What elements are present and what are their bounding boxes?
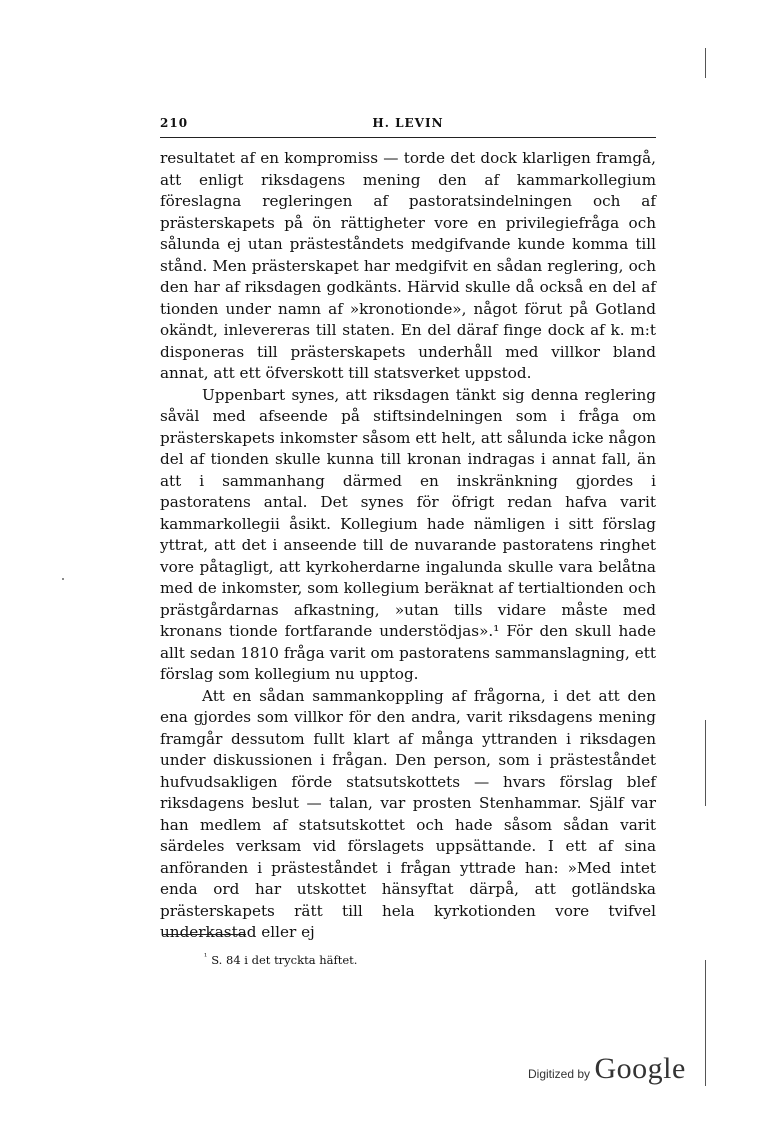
paragraph-1: resultatet af en kompromiss — torde det dock klarligen framgå, att enligt riksdagens mening den af kammarkollegium föreslagna regleringen af pastoratsindelningen och af prästerskapets på ön rättigheter vore en privilegiefråga och sålunda ej utan prästeståndets medgifvande kunde komma till stånd. Men prästerskapet har medgifvit en sådan reglering, och den har af riksdagen godkänts. Härvid skulle då också en del af tionden under namn af »kronotionde», något förut på Gotland okändt, inlevereras till staten. En del däraf finge dock af k. m:t disponeras till prästerskapets underhåll med villkor bland annat, att ett öfverskott till statsverket uppstod. — [160, 149, 656, 382]
footnote-rule — [162, 934, 246, 935]
footnote-text: S. 84 i det tryckta häftet. — [211, 952, 358, 967]
scan-speck — [62, 578, 64, 580]
footnote — [204, 950, 357, 967]
paragraph-2: Uppenbart synes, att riksdagen tänkt sig denna reglering såväl med afseende på stiftsindelningen som i fråga om prästerskapets inkomster såsom ett helt, att sålunda icke någon del af tionden skulle kunna till kronan indragas i annat fall, än att i sammanhang därmed en inskränkning gjordes i pastoratens antal. Det synes för öfrigt redan hafva varit kammarkollegii åsikt. Kollegium hade nämligen i sitt förslag yttrat, att det i anseende till de nuvarande pastoratens ringhet vore påtagligt, att kyrkoherdarne ingalunda skulle vara belåtna med de inkomster, som kollegium beräknat af tertialtionden och prästgårdarnas afkastning, »utan tills vidare måste med kronans tionde fortfarande understödjas».¹ För den skull hade allt sedan 1810 fråga varit om pastoratens sammanslagning, ett förslag som kollegium nu upptog. — [160, 385, 656, 683]
paragraph-3: Att en sådan sammankoppling af frågorna, i det att den ena gjordes som villkor för den andra, varit riksdagens mening framgår dessutom fullt klart af många yttranden i riksdagen under diskussionen i frågan. Den person, som i prästeståndet hufvudsakligen förde statsutskottets — hvars förslag blef riksdagens beslut — talan, var prosten Stenhammar. Själf var han medlem af statsutskottet och hade såsom sådan varit särdeles verksam vid förslagets uppsättande. I ett af sina anföranden i prästeståndet i frågan yttrade han: »Med intet enda ord har utskottet hänsyftat därpå, att gotländska prästerskapets rätt till hela kyrkotionden vore tvifvel underkastad eller ej — [160, 686, 656, 941]
scan-edge-line — [705, 720, 706, 806]
body-text — [160, 148, 656, 944]
digitized-watermark — [528, 1052, 686, 1086]
page-header — [160, 116, 656, 136]
footnote-marker: ¹ — [204, 952, 208, 961]
scan-edge-line — [705, 960, 706, 1086]
watermark-prefix: Digitized by — [528, 1067, 591, 1081]
scan-edge-line — [705, 48, 706, 78]
running-head: H. LEVIN — [372, 116, 444, 130]
page-number: 210 — [160, 116, 189, 130]
header-rule — [160, 137, 656, 138]
watermark-logo: Google — [594, 1052, 686, 1085]
